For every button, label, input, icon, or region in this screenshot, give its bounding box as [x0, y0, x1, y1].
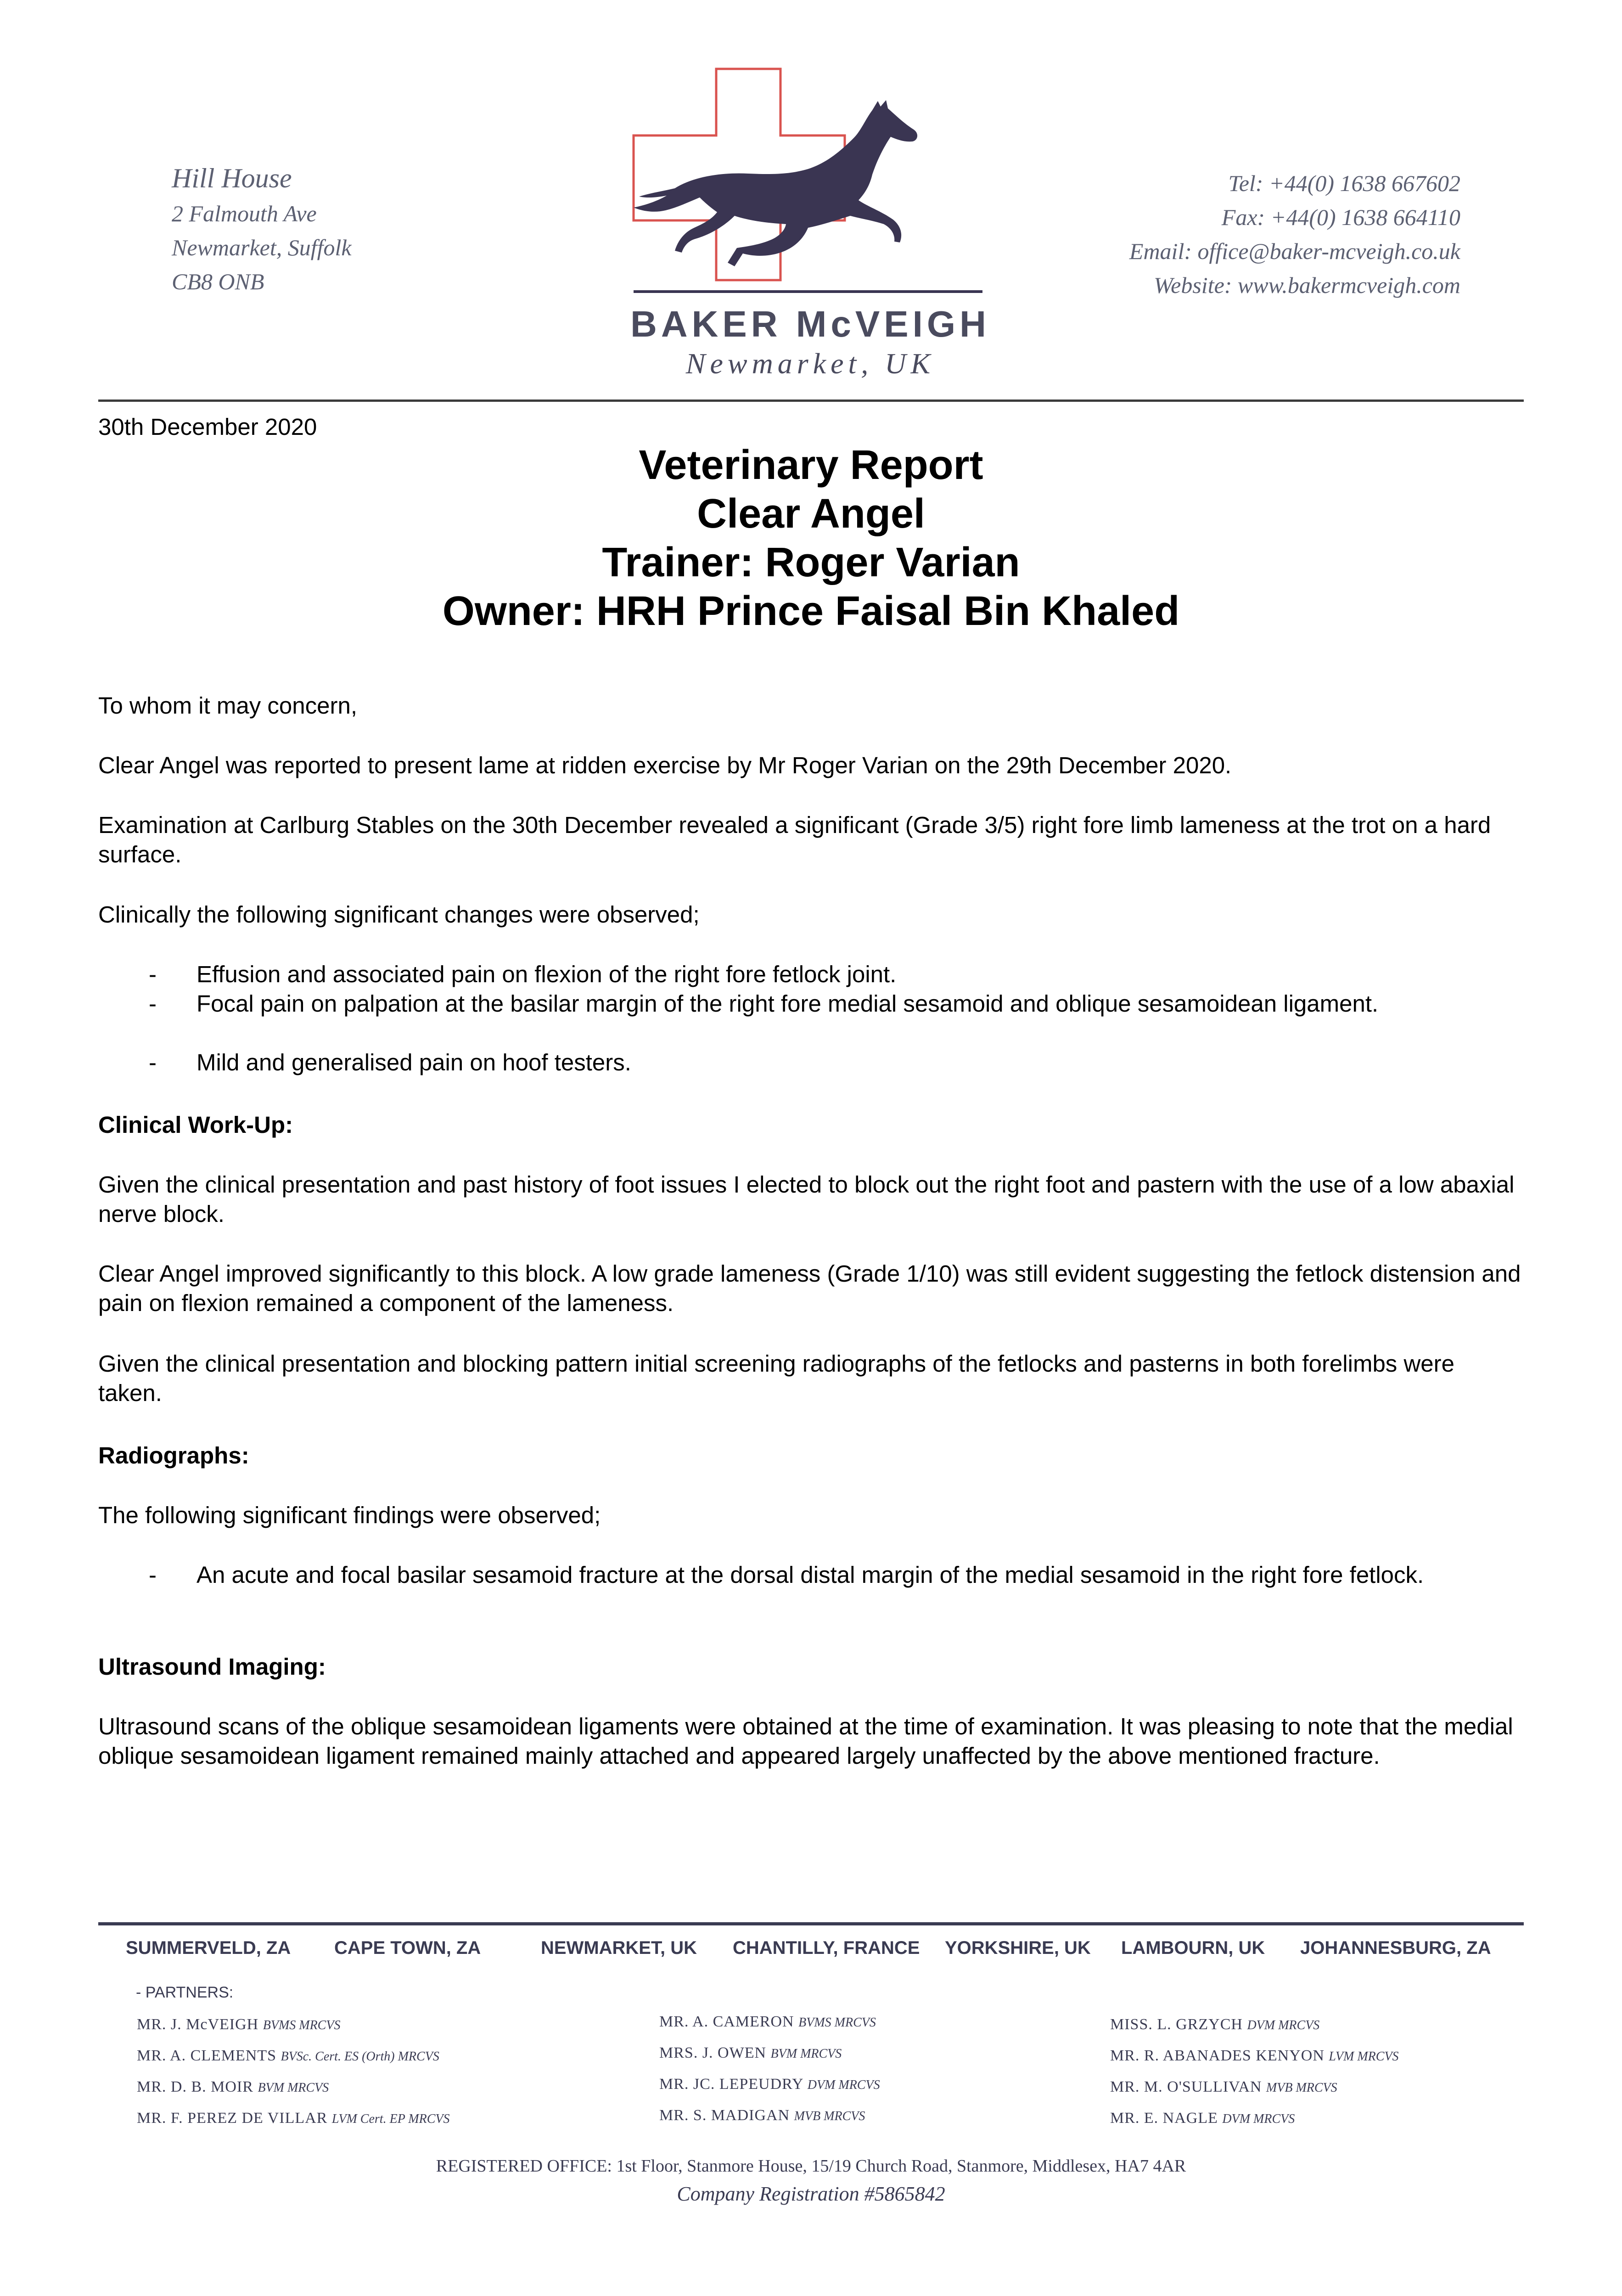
- partners-heading: - PARTNERS:: [136, 1984, 234, 2001]
- partner: [137, 2078, 329, 2096]
- header-divider: [98, 400, 1524, 402]
- bullet-dash: -: [149, 961, 157, 987]
- partner: [659, 2076, 880, 2093]
- office-location: YORKSHIRE, UK: [945, 1938, 1091, 1958]
- partner-name: MR. A. CAMERON: [659, 2013, 794, 2030]
- list-item-text: An acute and focal basilar sesamoid fracture at the dorsal distal margin of the medial sesamoid in the right fore fetlock.: [196, 1562, 1424, 1588]
- partner-name: MR. M. O'SULLIVAN: [1110, 2078, 1262, 2095]
- office-location: CHANTILLY, FRANCE: [733, 1938, 920, 1958]
- bullet-dash: -: [149, 1049, 157, 1075]
- section-heading: Radiographs:: [98, 1442, 249, 1469]
- partner-name: MR. J. McVEIGH: [137, 2016, 259, 2033]
- company-registration: Company Registration #5865842: [677, 2183, 945, 2205]
- paragraph: Clear Angel improved significantly to this block. A low grade lameness (Grade 1/10) was still evident suggesting the fetlock distension and pain on flexion remained a component of the lameness.: [98, 1261, 1521, 1316]
- partner-quals: BVM MRCVS: [258, 2081, 329, 2095]
- partner-name: MR. R. ABANADES KENYON: [1110, 2047, 1325, 2064]
- office-location: LAMBOURN, UK: [1121, 1938, 1265, 1958]
- partner-name: MR. E. NAGLE: [1110, 2110, 1218, 2127]
- partner-quals: DVM MRCVS: [807, 2078, 880, 2092]
- paragraph: Ultrasound scans of the oblique sesamoidean ligaments were obtained at the time of examination. It was pleasing to note that the medial oblique sesamoidean ligament remained mainly attached and appeared largely unaffected by the above mentioned fracture.: [98, 1713, 1513, 1769]
- trainer-line: Trainer: Roger Varian: [602, 540, 1020, 585]
- partner-name: MR. JC. LEPEUDRY: [659, 2076, 803, 2093]
- paragraph: The following significant findings were observed;: [98, 1502, 601, 1528]
- partner-quals: LVM MRCVS: [1329, 2049, 1399, 2064]
- list-item-text: Mild and generalised pain on hoof testers.: [196, 1049, 631, 1075]
- paragraph: Clinically the following significant changes were observed;: [98, 901, 700, 928]
- address-line: Newmarket, Suffolk: [172, 235, 352, 260]
- brand-name: BAKER McVEIGH: [630, 304, 990, 344]
- paragraph: Clear Angel was reported to present lame at ridden exercise by Mr Roger Varian on the 29th December 2020.: [98, 752, 1232, 778]
- partner: [137, 2016, 340, 2033]
- bullet-dash: -: [149, 990, 157, 1017]
- partner-name: MR. S. MADIGAN: [659, 2107, 790, 2124]
- partner-quals: MVB MRCVS: [1266, 2081, 1337, 2095]
- partner-quals: LVM Cert. EP MRCVS: [331, 2112, 450, 2126]
- section-heading: Clinical Work-Up:: [98, 1112, 293, 1138]
- report-date: 30th December 2020: [98, 414, 317, 440]
- address-line: 2 Falmouth Ave: [172, 201, 317, 226]
- partner-quals: BVM MRCVS: [770, 2047, 842, 2061]
- partner: [1110, 2078, 1337, 2096]
- contact-fax: Fax: +44(0) 1638 664110: [1221, 204, 1460, 230]
- partner-quals: DVM MRCVS: [1222, 2112, 1295, 2126]
- partner: [659, 2107, 865, 2124]
- office-location: CAPE TOWN, ZA: [334, 1938, 481, 1958]
- partner: [1110, 2016, 1319, 2033]
- horse-icon: [634, 100, 917, 266]
- company-address: [172, 160, 493, 298]
- registered-office: REGISTERED OFFICE: 1st Floor, Stanmore House, 15/19 Church Road, Stanmore, Middlesex, HA7 4AR: [436, 2156, 1186, 2176]
- partner-quals: BVMS MRCVS: [263, 2018, 341, 2032]
- partner-name: MR. F. PEREZ DE VILLAR: [137, 2110, 328, 2127]
- list-item-text: Focal pain on palpation at the basilar margin of the right fore medial sesamoid and oblique sesamoidean ligament.: [196, 990, 1379, 1017]
- section-heading: Ultrasound Imaging:: [98, 1654, 326, 1680]
- paragraph: Examination at Carlburg Stables on the 30th December revealed a significant (Grade 3/5) right fore limb lameness at the trot on a hard surface.: [98, 812, 1491, 867]
- partner-quals: DVM MRCVS: [1247, 2018, 1320, 2032]
- partner-name: MRS. J. OWEN: [659, 2044, 767, 2061]
- office-location: NEWMARKET, UK: [541, 1938, 697, 1958]
- partner: [137, 2047, 439, 2065]
- partner-name: MR. D. B. MOIR: [137, 2078, 253, 2095]
- contact-details: [1047, 166, 1460, 302]
- partner-quals: BVMS MRCVS: [798, 2015, 876, 2030]
- owner-line: Owner: HRH Prince Faisal Bin Khaled: [442, 588, 1180, 634]
- baker-mcveigh-logo: [597, 64, 1010, 395]
- partner: [1110, 2047, 1399, 2065]
- contact-website: Website: www.bakermcveigh.com: [1154, 272, 1460, 298]
- partner-quals: BVSc. Cert. ES (Orth) MRCVS: [281, 2049, 439, 2064]
- partner: [1110, 2110, 1295, 2127]
- footer-divider: [98, 1922, 1524, 1925]
- partner-quals: MVB MRCVS: [794, 2109, 865, 2123]
- partner: [659, 2013, 876, 2031]
- salutation: To whom it may concern,: [98, 692, 358, 719]
- paragraph: Given the clinical presentation and past history of foot issues I elected to block out the right foot and pastern with the use of a low abaxial nerve block.: [98, 1171, 1515, 1227]
- list-item-text: Effusion and associated pain on flexion of the right fore fetlock joint.: [196, 961, 897, 987]
- contact-tel: Tel: +44(0) 1638 667602: [1228, 170, 1460, 196]
- address-line: CB8 ONB: [172, 269, 264, 294]
- paragraph: Given the clinical presentation and blocking pattern initial screening radiographs of the fetlocks and pasterns in both forelimbs were taken.: [98, 1351, 1455, 1406]
- office-location: JOHANNESBURG, ZA: [1300, 1938, 1491, 1958]
- brand-location: Newmarket, UK: [685, 347, 935, 380]
- partner: [659, 2044, 842, 2062]
- partner: [137, 2110, 450, 2127]
- office-location: SUMMERVELD, ZA: [126, 1938, 291, 1958]
- bullet-dash: -: [149, 1562, 157, 1588]
- address-line: Hill House: [172, 163, 292, 193]
- partner-name: MISS. L. GRZYCH: [1110, 2016, 1243, 2033]
- report-title: Veterinary Report: [639, 442, 983, 488]
- horse-name: Clear Angel: [697, 491, 925, 537]
- partner-name: MR. A. CLEMENTS: [137, 2047, 277, 2064]
- contact-email: Email: office@baker-mcveigh.co.uk: [1129, 238, 1460, 264]
